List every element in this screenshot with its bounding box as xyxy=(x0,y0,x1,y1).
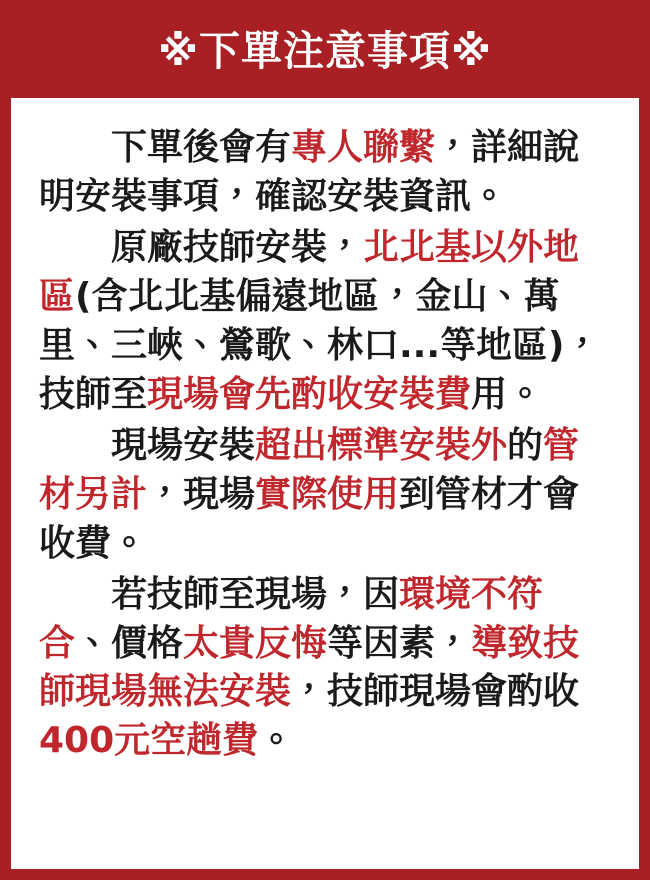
text-segment: 等因素， xyxy=(327,622,472,664)
text-segment: 環境不符合 xyxy=(39,573,544,664)
text-segment: 。 xyxy=(258,720,295,762)
notice-paragraph-3 xyxy=(39,422,609,569)
text-segment: ，技師現場會酌收 xyxy=(291,671,580,713)
text-segment: (含北北基偏遠地區，金山、萬里、三峽、鶯歌、林口...等地區)，技師至 xyxy=(39,275,601,415)
text-segment: 、價格 xyxy=(75,622,184,664)
text-segment: 管材另計 xyxy=(39,424,580,515)
text-segment: 原廠技師安裝， xyxy=(111,226,364,268)
text-segment: 用。 xyxy=(471,373,544,415)
text-segment: 400元空趟費 xyxy=(39,720,259,762)
text-segment: 專人聯繫 xyxy=(291,127,436,168)
text-segment: 太貴反悔 xyxy=(183,622,328,664)
text-segment: ，現場 xyxy=(147,473,256,515)
text-segment: 實際使用 xyxy=(255,473,400,515)
text-segment: 超出標準安裝外 xyxy=(255,424,508,466)
notice-paragraph-2 xyxy=(39,224,609,420)
notice-paragraph-4 xyxy=(39,571,609,767)
text-segment: ，詳細說明安裝事項，確認安裝資訊。 xyxy=(39,127,580,217)
text-segment: 導致技師現場無法安裝 xyxy=(39,622,580,713)
text-segment: 北北基以外地區 xyxy=(39,226,580,317)
notice-paragraph-1 xyxy=(39,124,609,222)
text-segment: 現場會先酌收安裝費 xyxy=(147,373,472,415)
text-segment: 到管材才會收費。 xyxy=(39,473,580,564)
text-segment: 現場安裝 xyxy=(111,424,256,466)
text-segment: 的 xyxy=(507,424,544,466)
text-segment: 下單後會有 xyxy=(111,127,292,168)
notice-title-bar xyxy=(11,11,639,98)
text-segment: 若技師至現場，因 xyxy=(111,573,400,615)
page-title: ※下單注意事項※ xyxy=(158,27,492,75)
notice-body xyxy=(11,98,639,869)
